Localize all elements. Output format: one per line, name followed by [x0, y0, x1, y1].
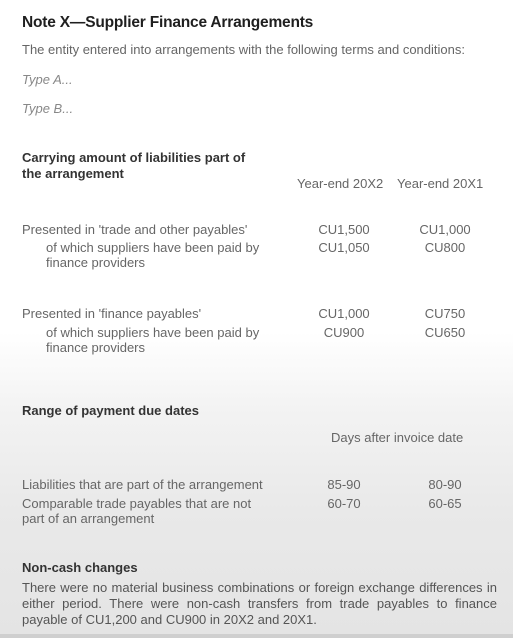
finance-payables-label: Presented in 'finance payables' — [22, 306, 202, 321]
arrangement-liabilities-20x1: 80-90 — [428, 477, 462, 492]
arrangement-liabilities-label: Liabilities that are part of the arrangement — [22, 477, 263, 492]
trade-payables-20x1: CU1,000 — [419, 222, 471, 237]
finance-payables-20x1: CU750 — [424, 306, 466, 321]
arrangement-liabilities-20x2: 85-90 — [327, 477, 361, 492]
comparable-payables-label — [22, 496, 251, 526]
comparable-payables-20x1: 60-65 — [428, 496, 462, 511]
comparable-label-line2: part of an arrangement — [22, 511, 155, 526]
trade-payables-20x2: CU1,500 — [318, 222, 370, 237]
noncash-paragraph: There were no material business combinations or foreign exchange differences in either period. There were non-cash transfers from trade payables to finance payable of CU1,200 and CU900 in 20X2 and 20X1. — [22, 580, 497, 627]
bottom-divider — [0, 634, 513, 638]
comparable-label-line1: Comparable trade payables that are not — [22, 496, 252, 511]
carrying-amount-heading — [22, 150, 245, 182]
finance-payables-sub-label — [46, 325, 259, 355]
noncash-heading: Non-cash changes — [22, 560, 138, 575]
finance-payables-20x2: CU1,000 — [318, 306, 370, 321]
trade-sub-label-line1: of which suppliers have been paid by — [46, 240, 260, 255]
days-after-invoice-header: Days after invoice date — [331, 430, 464, 445]
finance-sub-label-line1: of which suppliers have been paid by — [46, 325, 260, 340]
column-header-20x2: Year-end 20X2 — [297, 176, 384, 191]
comparable-payables-20x2: 60-70 — [327, 496, 361, 511]
trade-sub-20x1: CU800 — [424, 240, 466, 255]
column-header-20x1: Year-end 20X1 — [397, 176, 484, 191]
finance-sub-20x1: CU650 — [424, 325, 466, 340]
intro-text: The entity entered into arrangements with the following terms and conditions: — [22, 42, 465, 57]
finance-sub-20x2: CU900 — [323, 325, 365, 340]
type-b-text: Type B... — [22, 101, 74, 116]
trade-payables-label: Presented in 'trade and other payables' — [22, 222, 248, 237]
carrying-heading-line1: Carrying amount of liabilities part of — [22, 150, 246, 165]
trade-sub-label-line2: finance providers — [46, 255, 145, 270]
range-heading: Range of payment due dates — [22, 403, 199, 418]
note-title: Note X—Supplier Finance Arrangements — [22, 14, 314, 31]
finance-sub-label-line2: finance providers — [46, 340, 145, 355]
trade-sub-20x2: CU1,050 — [318, 240, 370, 255]
carrying-heading-line2: the arrangement — [22, 166, 124, 181]
trade-payables-sub-label — [46, 240, 259, 270]
type-a-text: Type A... — [22, 72, 73, 87]
